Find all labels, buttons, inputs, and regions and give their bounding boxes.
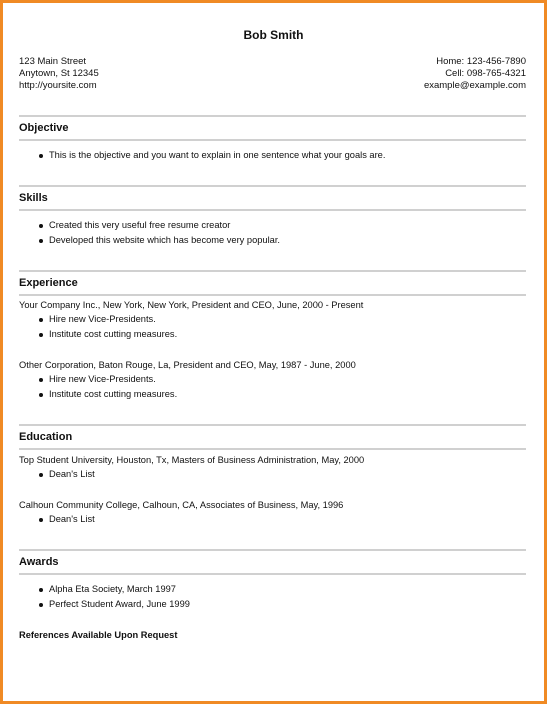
city-state-zip: Anytown, St 12345 xyxy=(19,68,99,80)
skills-heading: Skills xyxy=(19,192,48,204)
school-entry: Calhoun Community College, Calhoun, CA, Associates of Business, May, 1996 xyxy=(19,500,344,510)
section-divider xyxy=(19,139,526,141)
school-honor: Dean's List xyxy=(49,514,95,524)
objective-item: This is the objective and you want to explain in one sentence what your goals are. xyxy=(49,150,386,160)
job-duty: Hire new Vice-Presidents. xyxy=(49,374,156,384)
section-divider xyxy=(19,549,526,551)
skills-item: Created this very useful free resume creator xyxy=(49,220,231,230)
street-address: 123 Main Street xyxy=(19,56,87,67)
job-duty: Institute cost cutting measures. xyxy=(49,329,178,339)
address-block xyxy=(19,56,99,93)
section-divider xyxy=(19,448,526,450)
job-duty: Hire new Vice-Presidents. xyxy=(49,314,156,324)
award-item: Perfect Student Award, June 1999 xyxy=(49,599,190,609)
job-title: Other Corporation, Baton Rouge, La, President and CEO, May, 1987 - June, 2000 xyxy=(19,360,356,370)
job-duty: Institute cost cutting measures. xyxy=(49,389,178,399)
email-link[interactable]: example@example.com xyxy=(423,80,526,92)
website-link[interactable]: http://yoursite.com xyxy=(19,80,97,92)
skills-item: Developed this website which has become very popular. xyxy=(49,235,281,245)
references-note: References Available Upon Request xyxy=(19,630,178,640)
education-heading: Education xyxy=(19,431,73,443)
section-divider xyxy=(19,270,526,272)
awards-heading: Awards xyxy=(19,556,59,568)
award-item: Alpha Eta Society, March 1997 xyxy=(49,584,176,594)
section-divider xyxy=(19,185,526,187)
section-divider xyxy=(19,294,526,296)
section-divider xyxy=(19,115,526,117)
objective-heading: Objective xyxy=(19,122,69,134)
home-phone: Home: 123-456-7890 xyxy=(436,56,526,67)
resume-name: Bob Smith xyxy=(243,28,304,42)
section-divider xyxy=(19,424,526,426)
section-divider xyxy=(19,573,526,575)
experience-heading: Experience xyxy=(19,277,78,289)
job-title: Your Company Inc., New York, New York, President and CEO, June, 2000 - Present xyxy=(19,300,364,310)
school-entry: Top Student University, Houston, Tx, Masters of Business Administration, May, 2000 xyxy=(19,455,365,465)
section-divider xyxy=(19,209,526,211)
school-honor: Dean's List xyxy=(49,469,95,479)
contact-block xyxy=(424,56,526,93)
cell-phone: Cell: 098-765-4321 xyxy=(445,68,526,80)
